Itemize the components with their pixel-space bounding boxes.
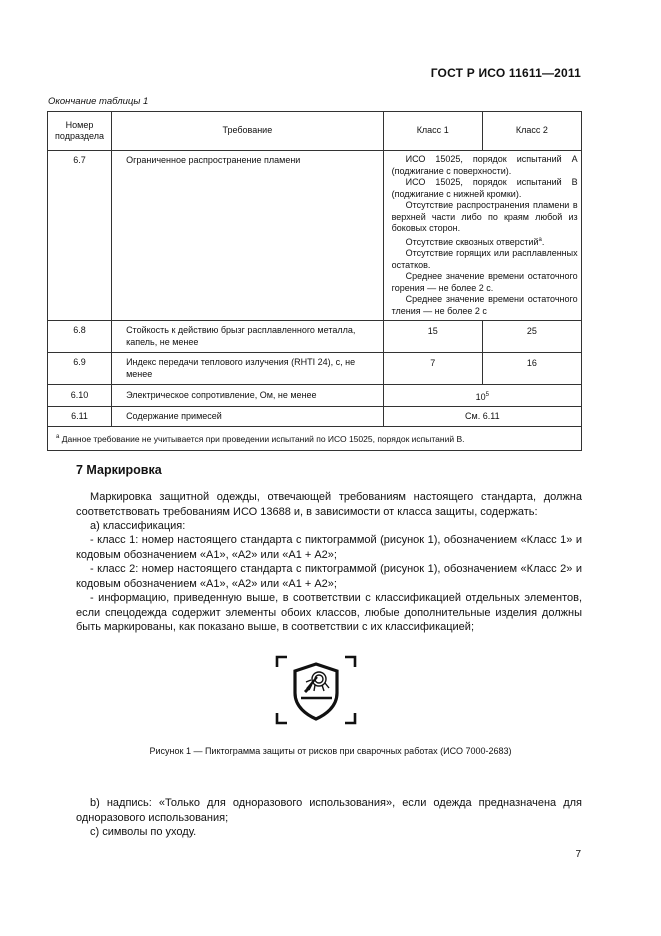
- paragraph: - информацию, приведенную выше, в соответствии с классификацией отдельных элементов, если спецодежда содержит элементы обоих классов, любые дополнительные изделия должны быть маркированы, как показано выше, в соответствии с их классификацией;: [76, 592, 582, 634]
- col-class2-header: Класс 2: [482, 112, 581, 151]
- row-num: 6.11: [48, 406, 112, 426]
- table-caption: Окончание таблицы 1: [48, 96, 149, 107]
- row-merged-values: [383, 151, 581, 321]
- row-num: 6.7: [48, 151, 112, 321]
- row-requirement: Электрическое сопротивление, Ом, не менее: [112, 385, 384, 407]
- table-footnote: $^a$ Данное требование не учитывается при проведении испытаний по ИСО 15025, порядок испытаний В.: [48, 426, 582, 450]
- row-line: ИСО 15025, порядок испытаний А (поджигание с поверхности).: [391, 154, 578, 176]
- row-num: 6.9: [48, 353, 112, 385]
- row-line: Среднее значение времени остаточного тления — не более 2 с: [391, 294, 578, 316]
- table-header-row: [48, 112, 582, 151]
- paragraph: - класс 1: номер настоящего стандарта с пиктограммой (рисунок 1), обозначением «Класс 1» и кодовым обозначением «А1», «А2» или «А1 + А2»;: [76, 534, 582, 561]
- paragraph: c) символы по уходу.: [90, 826, 197, 838]
- table-footnote-row: [48, 426, 582, 450]
- paragraph: b) надпись: «Только для одноразового использования», если одежда предназначена для одноразового использования;: [76, 797, 582, 824]
- document-header: ГОСТ Р ИСО 11611—2011: [430, 66, 581, 80]
- row-class2: 16: [482, 353, 581, 385]
- paragraph: а) классификация:: [90, 520, 186, 532]
- row-class1: 7: [383, 353, 482, 385]
- page-number: 7: [575, 849, 581, 860]
- row-line: Отсутствие сквозных отверстий$^a$.: [405, 236, 545, 247]
- col-num-header: Номер подраздела: [48, 112, 112, 151]
- col-class1-header: Класс 1: [383, 112, 482, 151]
- figure-caption: Рисунок 1 — Пиктограмма защиты от рисков при сварочных работах (ИСО 7000-2683): [149, 746, 512, 756]
- table-row: [48, 321, 582, 353]
- row-requirement: Индекс передачи теплового излучения (RHTI 24), с, не менее: [112, 353, 384, 385]
- paragraph: - класс 2: номер настоящего стандарта с пиктограммой (рисунок 1), обозначением «Класс 2» и кодовым обозначением «А1», «А2» или «А1 + А2»;: [76, 563, 582, 590]
- table-row: [48, 406, 582, 426]
- table-row: [48, 385, 582, 407]
- row-class1: 15: [383, 321, 482, 353]
- row-requirement: Содержание примесей: [112, 406, 384, 426]
- col-req-header: Требование: [112, 112, 384, 151]
- row-line: ИСО 15025, порядок испытаний В (поджигание с нижней кромки).: [391, 177, 578, 199]
- table-row: [48, 151, 582, 321]
- welding-protection-pictogram: [275, 655, 357, 730]
- row-class2: 25: [482, 321, 581, 353]
- welding-shield-icon: [275, 655, 357, 725]
- row-num: 6.8: [48, 321, 112, 353]
- row-line: Отсутствие горящих или расплавленных остатков.: [391, 248, 578, 270]
- row-num: 6.10: [48, 385, 112, 407]
- section-heading: 7 Маркировка: [76, 463, 162, 477]
- row-merged-value: См. 6.11: [383, 406, 581, 426]
- requirements-table: [47, 111, 582, 451]
- table-row: [48, 353, 582, 385]
- paragraph: Маркировка защитной одежды, отвечающей требованиям настоящего стандарта, должна соответствовать требованиям ИСО 13688 и, в зависимости от класса защиты, содержать:: [76, 491, 582, 518]
- row-line: Отсутствие распространения пламени в верхней части либо по краям любой из боковых сторон.: [391, 200, 578, 233]
- row-merged-value: $10^5$: [383, 385, 581, 407]
- row-requirement: Ограниченное распространение пламени: [112, 151, 384, 321]
- row-line: Среднее значение времени остаточного горения — не более 2 с.: [391, 271, 578, 293]
- row-requirement: Стойкость к действию брызг расплавленного металла, капель, не менее: [112, 321, 384, 353]
